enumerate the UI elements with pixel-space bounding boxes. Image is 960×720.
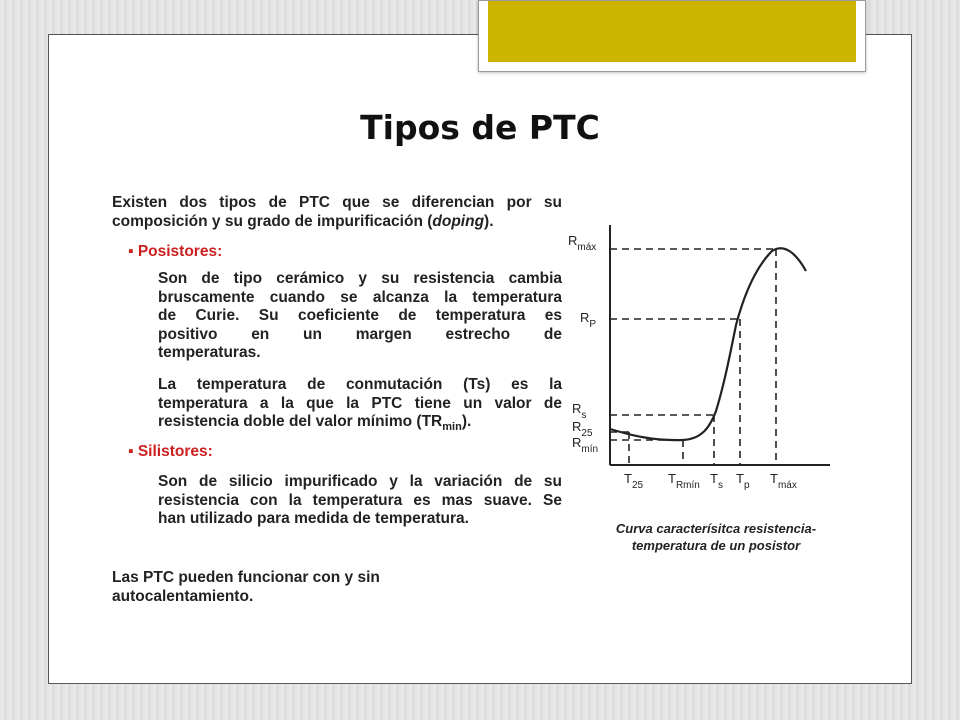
label-rmax: $R_{máx}$ [568,233,597,253]
bullet-icon: ▪ [128,243,134,260]
posistores-p1-last: temperaturas. [158,344,261,361]
intro-line-2-a: composición y su grado de impurificación ( [112,212,433,230]
header-tab-accent [488,1,856,62]
intro-doping-term: doping [432,212,485,230]
diagram-caption-line-2: temperatura de un posistor [631,538,801,553]
silistores-line: resistencia con la temperatura es mas suave. Se [158,491,562,509]
posistores-p2-line: temperatura a la que la PTC tiene un valor de [158,394,562,412]
outro-line-2: autocalentamiento. [112,587,254,605]
label-rmin: $R_{mín}$ [572,435,599,455]
silistores-heading [128,443,213,462]
silistores-line: Son de silicio impurificado y la variación de su [158,473,562,490]
posistores-p2-last [158,413,562,437]
resistance-temperature-diagram [560,215,840,505]
posistores-p2-sub: min [442,421,462,434]
silistores-last: han utilizado para medida de temperatura. [158,510,469,527]
outro-line-1: Las PTC pueden funcionar con y sin [112,569,380,586]
page-title: Tipos de PTC [360,108,600,147]
label-rp: $R_P$ [580,310,597,330]
silistores-label: Silistores: [137,443,213,460]
label-tmax: $T_{máx}$ [770,471,797,491]
label-t25: $T_{25}$ [624,471,644,491]
label-tp: $T_p$ [736,471,750,491]
posistores-p1-line: positivo en un margen estrecho de [158,325,562,343]
intro-line-2 [112,213,562,232]
posistores-p1-line: bruscamente cuando se alcanza la temperatura [158,288,562,306]
posistores-paragraph-1 [158,270,562,363]
intro-line-1: Existen dos tipos de PTC que se diferencian por su [112,194,562,211]
intro-line-2-b: ). [484,212,494,230]
header-tab [478,0,866,72]
posistores-p1-line: de Curie. Su coeficiente de temperatura es [158,307,562,324]
label-rs: $R_s$ [572,401,587,421]
bullet-icon: ▪ [128,443,134,460]
silistores-paragraph [158,473,562,529]
intro-text [112,194,562,231]
posistores-p1-line: Son de tipo cerámico y su resistencia cambia [158,270,562,287]
label-ts: $T_s$ [710,471,723,491]
diagram-caption-line-1: Curva caracterísitca resistencia- [615,521,817,536]
outro-text [112,569,432,606]
label-trmin: $T_{Rmín}$ [668,471,700,491]
posistores-p2-last-b: ). [461,413,472,430]
posistores-paragraph-2 [158,376,562,437]
posistores-p2-line: La temperatura de conmutación (Ts) es la [158,376,562,393]
posistores-heading [128,243,222,262]
posistores-p2-last-a: resistencia doble del valor mínimo (TR [158,413,443,430]
posistores-label: Posistores: [137,243,223,260]
label-r25: $R_{25}$ [572,419,593,439]
